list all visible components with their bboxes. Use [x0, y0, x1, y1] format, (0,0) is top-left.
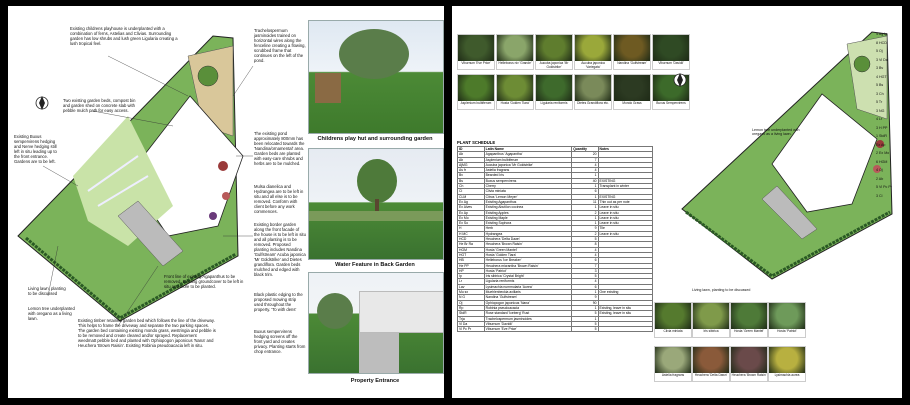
note-border: Existing border garden along the front facade of the house is to be left in situ and all planting is to be removed. Proposed planting includes Nandina 'Gulfstream' Acuba japonica 'Mr Goldstrike' and Dietes grandiflora. Garden beds mulched and edged with black trim.	[254, 222, 306, 277]
schedule-cell: 3	[572, 268, 598, 273]
schedule-cell: StdR	[458, 311, 485, 316]
plan-label: 4 HGT	[876, 74, 887, 79]
schedule-cell: Ex Ag	[458, 199, 485, 204]
plant-thumbnail	[730, 302, 768, 338]
plant-thumbnail	[654, 346, 692, 382]
plant-photo	[497, 35, 533, 61]
plant-thumbnail	[574, 74, 612, 110]
schedule-cell: Tile	[598, 226, 652, 231]
schedule-cell: 6	[572, 258, 598, 263]
schedule-cell: Helleborus 'Ice Breaker'	[484, 258, 572, 263]
tree-canopy	[198, 66, 218, 86]
schedule-cell: 2	[572, 231, 598, 236]
table-row	[458, 327, 653, 332]
plant-thumbnail	[613, 34, 651, 70]
plant-thumbnail	[730, 346, 768, 382]
plant-label: Hosta 'Golden Tiara'	[500, 101, 530, 105]
plant-photo	[497, 75, 533, 101]
plan-label: 4 Lr	[876, 117, 883, 121]
plant-label: Mondo Grass	[622, 101, 642, 105]
note-edging: Black plastic edging to the proposed mowing strip used throughout the property. 'To with dens'	[254, 292, 303, 312]
schedule-cell: HGM	[458, 247, 485, 252]
schedule-cell: 1	[572, 290, 598, 295]
plant-photo	[458, 75, 494, 101]
schedule-cell: Bearded Iris	[484, 173, 572, 178]
schedule-header-cell: Quantity	[572, 147, 598, 152]
schedule-cell: Leave in situ	[598, 215, 652, 220]
schedule-cell: 6	[572, 189, 598, 194]
schedule-cell: 5	[572, 321, 598, 326]
plant-label: Dietes Grandiflora etc.	[577, 101, 609, 105]
plant-label: Hosta 'Patriot'	[777, 329, 797, 333]
left-design-sheet	[8, 6, 444, 398]
shrub	[218, 161, 228, 171]
plan-label: 2 Ab	[876, 176, 884, 181]
schedule-body	[458, 152, 653, 332]
shrub	[222, 192, 230, 200]
caption-water-feature: Water Feature in Back Garden	[335, 262, 415, 268]
schedule-header-cell: Latin Name	[484, 147, 572, 152]
schedule-cell: N G	[458, 295, 485, 300]
schedule-cell: Astelia fragrans	[484, 168, 572, 173]
schedule-cell: Lr	[458, 279, 485, 284]
plant-photo	[769, 303, 805, 329]
schedule-cell: 5	[572, 327, 598, 332]
north-arrow-icon	[36, 96, 48, 110]
schedule-cell: Cherry	[484, 184, 572, 189]
schedule-title: PLANT SCHEDULE	[457, 140, 496, 145]
schedule-cell: 20	[572, 152, 598, 157]
schedule-cell: Agapanthus 'Agapantha'	[484, 152, 572, 157]
plant-thumbnail	[496, 34, 534, 70]
schedule-cell: 4	[572, 168, 598, 173]
schedule-cell: Viburnum 'Eve Price'	[484, 327, 572, 332]
schedule-cell: Ex Ap	[458, 210, 485, 215]
schedule-cell: 1	[572, 173, 598, 178]
render-playhut	[308, 20, 444, 134]
schedule-cell: Hosta 'Golden Tiara'	[484, 252, 572, 257]
schedule-cell: 40	[572, 178, 598, 183]
plan-note-lemon: Lemon tree underplanted with oregano as a living lawn.	[752, 128, 800, 136]
plant-photo	[614, 75, 650, 101]
plant-photo	[655, 347, 691, 373]
schedule-cell: As fr	[458, 168, 485, 173]
plant-thumbnail	[457, 34, 495, 70]
plant-thumbnail	[535, 74, 573, 110]
schedule-cell: 1	[572, 205, 598, 210]
schedule-cell: Thin out as per note	[598, 199, 652, 204]
plant-label: Buxus Sempervirens	[656, 101, 686, 105]
schedule-cell: Heuchera micrantha 'Brown Raisin'	[484, 263, 572, 268]
schedule-cell: HCD	[458, 237, 485, 242]
house-facade	[359, 291, 444, 333]
note-dianella: Mulsa dianelica and Hydrangea are to be left in situ and all else is to be removed. Conform with client before any work commences.	[254, 184, 304, 214]
schedule-cell: 1	[572, 194, 598, 199]
schedule-cell: 4	[572, 279, 598, 284]
render-entrance	[308, 272, 444, 374]
schedule-cell: Viburnum 'Davidii'	[484, 321, 572, 326]
plant-label: Iris sibirica	[703, 329, 719, 333]
schedule-cell: H	[458, 226, 485, 231]
note-beds: Two existing garden beds, compost bin and garden shed on concrete slab with pebble mulch path for easy access.	[63, 98, 136, 113]
plant-photo	[458, 35, 494, 61]
plant-photo	[731, 347, 767, 373]
schedule-cell: Lav	[458, 284, 485, 289]
schedule-cell: Hosta 'Patriot'	[484, 268, 572, 273]
schedule-cell: EXISTING	[598, 178, 652, 183]
schedule-cell: Vi Da	[458, 321, 485, 326]
plant-thumbnail	[768, 346, 806, 382]
plant-thumbnail	[654, 302, 692, 338]
note-pond: The existing pond approximately 800mm has been relocated towards the 'Nandina/ornamental' area. Garden beds are planted with easy-care shrubs and herbs are to be mulched.	[254, 131, 305, 166]
schedule-cell: Leave in situ	[598, 210, 652, 215]
schedule-cell: AjMG	[458, 162, 485, 167]
plan-label: 4 Ag Ip	[876, 32, 888, 36]
play-hut	[315, 73, 341, 103]
schedule-cell: Herb	[484, 226, 572, 231]
schedule-cell: 4	[572, 252, 598, 257]
plant-photo	[655, 303, 691, 329]
plant-label: Hosta 'Green Mantel'	[734, 329, 764, 333]
schedule-cell: 1	[572, 215, 598, 220]
schedule-cell: 9	[572, 226, 598, 231]
schedule-cell: Rose standard 'Iceberg' Rust	[484, 311, 572, 316]
schedule-cell: Cl	[458, 189, 485, 194]
note-lawn: Living lawn, planting to be discussed	[28, 286, 66, 296]
schedule-cell: 2	[572, 210, 598, 215]
schedule-cell: 5	[572, 311, 598, 316]
plan-label: 3 Vi Da	[876, 57, 888, 62]
schedule-cell: Ligularia reniformis	[484, 279, 572, 284]
schedule-cell: Citrus 'Lemon Meyer'	[484, 194, 572, 199]
schedule-cell: Existing, leave in situ	[598, 311, 652, 316]
schedule-cell: CLM	[458, 194, 485, 199]
schedule-cell: Clivia miniata	[484, 189, 572, 194]
plan-label: 6 HGM	[876, 159, 888, 164]
right-planting-plan	[652, 24, 902, 284]
tree-canopy	[854, 56, 870, 72]
garden-bed	[309, 211, 443, 221]
schedule-cell: Ab	[458, 152, 485, 157]
tree-silhouette	[317, 293, 353, 329]
note-playhouse: Existing childrens playhouse is underplanted with a combination of ferns, Astelias and Clivias. Surrounding garden has low shrubs and lush green Ligularia creating a lush tropical feel.	[70, 26, 178, 46]
schedule-cell: 1	[572, 184, 598, 189]
schedule-cell: Hydrangea	[484, 231, 572, 236]
schedule-cell: Existing Maple	[484, 215, 572, 220]
schedule-cell: 6	[572, 284, 598, 289]
plant-label: Viburnum 'Davidii'	[658, 61, 684, 65]
schedule-cell: 9	[572, 295, 598, 300]
schedule-cell: One existing	[598, 290, 652, 295]
schedule-cell: Heuchera 'Brown Raisin'	[484, 242, 572, 247]
schedule-cell: Robinia pseudoacacia	[484, 305, 572, 310]
schedule-cell: 5	[572, 237, 598, 242]
plant-label: Aucuba japonica 'Variegata'	[581, 61, 605, 69]
plant-thumbnail	[692, 346, 730, 382]
schedule-cell: Bs	[458, 178, 485, 183]
schedule-cell: 1	[572, 305, 598, 310]
schedule-cell	[598, 327, 652, 332]
schedule-cell: Ex Alves	[458, 205, 485, 210]
plan-label: 3 Cl	[876, 193, 883, 198]
schedule-cell: Nandina 'Gulfstream'	[484, 295, 572, 300]
plant-label: Helleborus niv 'Grande'	[498, 61, 532, 65]
plant-label: Astelia fragrans	[661, 373, 685, 377]
note-lemon: Lemon tree underplanted with oregano as a living lawn.	[28, 306, 75, 321]
plant-photo	[575, 75, 611, 101]
schedule-cell: H MC	[458, 231, 485, 236]
plant-thumbnail	[457, 74, 495, 110]
schedule-cell: HB	[458, 258, 485, 263]
plant-photo	[614, 35, 650, 61]
schedule-cell: HP	[458, 268, 485, 273]
plant-photo	[575, 35, 611, 61]
plan-label: 5 Tr	[876, 100, 883, 104]
plan-label: 8 HCD	[876, 40, 887, 45]
schedule-cell: 4	[572, 247, 598, 252]
plant-label: Heuchera 'Brown Raisin'	[731, 373, 767, 377]
schedule-cell: Oj	[458, 300, 485, 305]
plant-photo	[536, 75, 572, 101]
plant-thumbnail	[574, 34, 612, 70]
north-arrow-icon	[674, 73, 686, 87]
schedule-cell: Heuchera 'Delta Dawn'	[484, 237, 572, 242]
schedule-cell: Ophiopogon japonicus 'Nana'	[484, 300, 572, 305]
note-buxus: Existing Buxus sempervirens hedging and Nerve hedging still left in situ leading up to the front entrance. Gardens are to be left.	[14, 134, 57, 164]
plant-photo	[536, 35, 572, 61]
schedule-cell: 1	[572, 316, 598, 321]
schedule-cell: HGT	[458, 252, 485, 257]
schedule-cell: Ip	[458, 274, 485, 279]
plant-photo	[769, 347, 805, 373]
schedule-cell: Ab	[458, 157, 485, 162]
plant-label: Viburnum 'Eve Price'	[461, 61, 491, 65]
schedule-cell: Bv	[458, 173, 485, 178]
schedule-cell: Existing Sophora	[484, 221, 572, 226]
plant-label: Aucuba japonica 'Mr Goldstrike'	[539, 61, 569, 69]
schedule-cell: 7	[572, 263, 598, 268]
note-buxus-hedge: Buxus sempervirens hedging screens off the front yard and creates privacy. Planting starts from chop entrance.	[254, 329, 306, 354]
schedule-cell: Iris sibirica 'Crystal Bright'	[484, 274, 572, 279]
caption-entrance: Property Entrance	[350, 378, 400, 384]
plant-label: Nandina 'Gulfstream'	[617, 61, 647, 65]
schedule-cell: Ch	[458, 184, 485, 189]
plant-thumbnail	[535, 34, 573, 70]
schedule-cell: 5	[572, 274, 598, 279]
schedule-cell: Rp	[458, 305, 485, 310]
plan-note-lawn: Living lawn, planting to be discussed	[692, 288, 751, 292]
plan-label: 5 Vi Pc Pr	[876, 185, 892, 189]
schedule-cell: Leave in situ	[598, 231, 652, 236]
plant-label: Lysimachia aurea	[774, 373, 800, 377]
plant-photo	[693, 347, 729, 373]
caption-playhut: Childrens play hut and surrounding garden	[317, 136, 433, 142]
schedule-cell: Trja	[458, 316, 485, 321]
plan-label: 2 Ex Mo	[876, 151, 890, 155]
schedule-cell: Buxus sempervirens	[484, 178, 572, 183]
schedule-cell: Mu sx	[458, 290, 485, 295]
plan-label: 1 StdR	[876, 134, 887, 138]
schedule-cell: 4	[572, 162, 598, 167]
plant-schedule-table	[457, 146, 653, 332]
schedule-cell: Trachelospermum jasminoides	[484, 316, 572, 321]
tree-silhouette	[357, 159, 397, 203]
plan-label: 3 H PP	[876, 125, 888, 130]
schedule-cell: Aucuba japonica 'Mr Goldstrike'	[484, 162, 572, 167]
plant-thumbnail	[613, 74, 651, 110]
plant-label: Ligularia reniformis	[540, 101, 568, 105]
schedule-cell: Vi Pc Pr	[458, 327, 485, 332]
plan-label: 5 Bs	[876, 83, 884, 87]
plant-label: Heuchera 'Delta Dawn'	[694, 373, 728, 377]
plan-label: 4 Oj	[876, 168, 883, 172]
plant-label: Clivia miniata	[663, 329, 683, 333]
schedule-cell: EXISTING	[598, 194, 652, 199]
schedule-cell: Leave in situ	[598, 205, 652, 210]
render-water-feature	[308, 148, 444, 260]
schedule-cell: Existing Apples	[484, 210, 572, 215]
plan-label: 3 NG	[876, 108, 885, 113]
plan-label: 5 Oj	[876, 49, 883, 53]
plant-photo	[693, 303, 729, 329]
plant-thumbnail	[768, 302, 806, 338]
schedule-cell: Muehlenbeckia axillaris	[484, 290, 572, 295]
plant-photo	[731, 303, 767, 329]
plant-label: Asplenium bulbiferum	[460, 101, 492, 105]
shrub	[209, 212, 217, 220]
schedule-cell: Lysimachia nummularia 'Aurea'	[484, 284, 572, 289]
schedule-cell: Ex So	[458, 221, 485, 226]
note-trachelospermum: Trachelospermum jasminoides trained on horizontal wires along the fenceline creating a flowing, scrubbed frame that continues on the left of the pond.	[254, 28, 306, 63]
schedule-cell: Leave in situ	[598, 221, 652, 226]
schedule-cell: Transplant in winter	[598, 184, 652, 189]
schedule-cell: Asplenium bulbiferum	[484, 157, 572, 162]
note-timber-bed: Existing timber retained garden bed which follows the line of the driveway. This helps to frame the driveway and separate the two parking spaces. The garden bed containing existing mondo grass, westringia and pebble is to be removed and create cleared and/or sprayed. Replacement weedmatt pebble bed and planted with Ophiopogon japonicus 'Nana' and Heuchera 'Brown Raisin'. Existing Robinia pseudoacacia left in situ.	[78, 318, 216, 348]
note-agapanthus: Front line of existing Agapanthus to be removed. Existing groundcover to be left in situ and more to be planted.	[164, 274, 244, 289]
plan-label: 3 Ch	[876, 91, 884, 96]
schedule-cell: He PP	[458, 263, 485, 268]
plant-thumbnail	[496, 74, 534, 110]
plant-thumbnail	[692, 302, 730, 338]
schedule-cell: 7	[572, 157, 598, 162]
schedule-cell: 11	[572, 199, 598, 204]
schedule-cell: 90	[572, 300, 598, 305]
schedule-cell: Existing, leave in situ	[598, 305, 652, 310]
path	[359, 333, 399, 373]
plan-label: 3 Bv	[876, 66, 884, 70]
schedule-cell: He Br Ra	[458, 242, 485, 247]
schedule-cell: 8	[572, 242, 598, 247]
schedule-cell: Existing Agapanthus	[484, 199, 572, 204]
tree-silhouette	[339, 29, 409, 79]
schedule-cell: 1	[572, 221, 598, 226]
schedule-header-cell: ID	[458, 147, 485, 152]
plan-label: Ex Ap	[876, 142, 886, 147]
schedule-cell: Ex Mo	[458, 215, 485, 220]
schedule-header-cell: Notes	[598, 147, 652, 152]
right-schedule-sheet	[452, 6, 902, 398]
schedule-cell: Existing Abutilon cocinea	[484, 205, 572, 210]
schedule-cell: Hosta 'Green Mantel'	[484, 247, 572, 252]
